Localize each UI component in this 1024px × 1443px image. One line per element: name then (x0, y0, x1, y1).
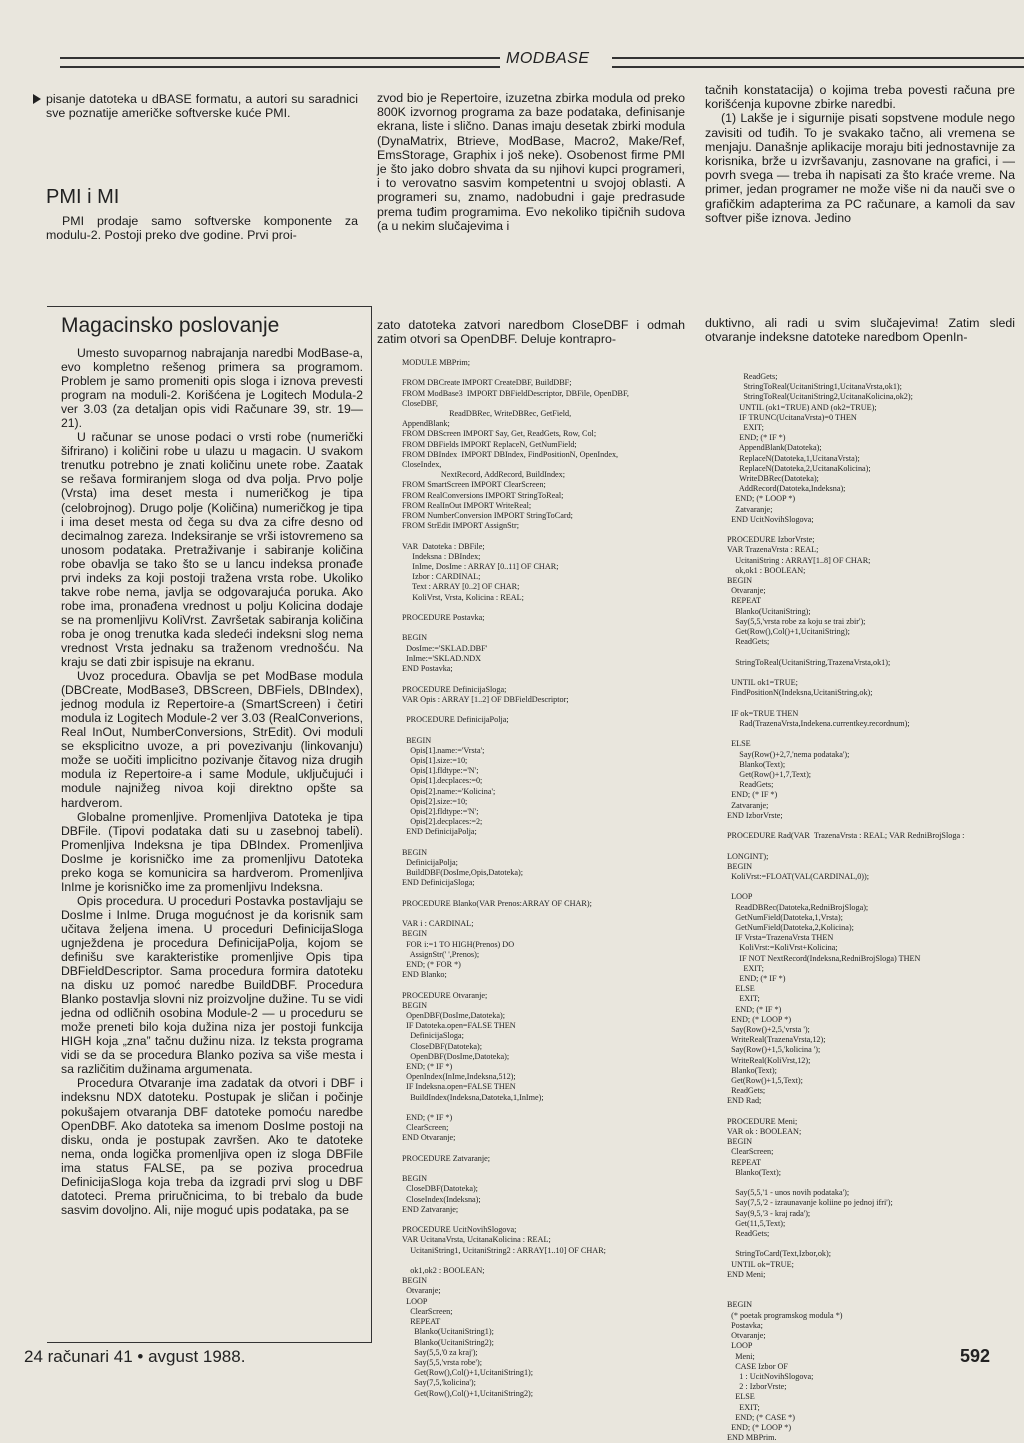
sidebar-paragraph: Umesto suvoparnog nabrajanja naredbi ModBase-a, evo kompletno rešenog primera sa programom. Problem je samo promeniti opis sloga i iznova prevesti program na moduli-2. Korišćena je Logitech Modula-2 ver 3.03 (za detaljan opis vidi Računare 39, str. 19—21). (61, 346, 363, 431)
section-title: MODBASE (506, 50, 590, 67)
continuation-arrow-icon (33, 94, 41, 104)
right-column-paragraph: duktivno, ali radi u svim slučajevima! Zatim sledi otvaranje indeksne datoteke naredbom OpenIn- (705, 316, 1015, 345)
mid-column-intro (377, 318, 685, 346)
section-header (20, 52, 1024, 72)
top-left-body (46, 214, 358, 242)
sidebar-title: Magacinsko poslovanje (61, 314, 280, 337)
sidebar-paragraph: Uvoz procedura. Obavlja se pet ModBase modula (DBCreate, ModBase3, DBScreen, DBFiels, DBIndex), jednog modula iz Repertoire-a (SmartScreen) i četiri modula iz Logitech Module-2 ver 3.03 (RealConverions, Real InOut, NumberConversions, StrEdit). Ovi moduli se eksplicitno uvoze, a pri povezivanju (linkovanju) može se uočiti implicitno pozivanje čitavog niza drugih modula iz Repertoire-a i same Module, uključujući i module najnižeg nivoa koji direktno opšte sa hardverom. (61, 669, 363, 810)
code-listing-right: ReadGets; StringToReal(UcitaniString1,UcitanaVrsta,ok1); StringToReal(UcitaniString2,UcitanaKolicina,ok2); UNTIL (ok1=TRUE) AND (ok2=TRUE); IF TRUNC(UcitanaVrsta)=0 THEN EXIT; END; (* IF *) AppendBlank(Datoteka); ReplaceN(Datoteka,1,UcitanaVrsta); ReplaceN(Datoteka,2,UcitanaKolicina); WriteDBRec(Datoteka); AddRecord(Datoteka,Indeksna); END; (* LOOP *) Zatvaranje; END UcitNovihSlogova; PROCEDURE IzborVrste; VAR TrazenaVrsta : REAL; UcitaniString : ARRAY[1..8] OF CHAR; ok,ok1 : BOOLEAN; BEGIN Otvaranje; REPEAT Blanko(UcitaniString); Say(5,5,'vrsta robe za koju se trai zbir'); Get(Row(),Col()+1,UcitaniString); ReadGets; StringToReal(UcitaniString,TrazenaVrsta,ok1); UNTIL ok1=TRUE; FindPositionN(Indeksna,UcitaniString,ok); IF ok=TRUE THEN Rad(TrazenaVrsta,Indekena.currentkey.recordnum); ELSE Say(Row()+2,7,'nema podataka'); Blanko(Text); Get(Row()+1,7,Text); ReadGets; END; (* IF *) Zatvaranje; END IzborVrste; PROCEDURE Rad(VAR TrazenaVrsta : REAL; VAR RedniBrojSloga : LONGINT); BEGIN KoliVrst:=FLOAT(VAL(CARDINAL,0)); LOOP ReadDBRec(Datoteka,RedniBrojSloga); GetNumField(Datoteka,1,Vrsta); GetNumField(Datoteka,2,Kolicina); IF Vrsta=TrazenaVrsta THEN KoliVrst:=KoliVrst+Kolicina; IF NOT NextRecord(Indeksna,RedniBrojSloga) THEN EXIT; END; (* IF *) ELSE EXIT; END; (* IF *) END; (* LOOP *) Say(Row()+2,5,'vrsta '); WriteReal(TrazenaVrsta,12); Say(Row()+1,5,'kolicina '); WriteReal(KoliVrst,12); Blanko(Text); Get(Row()+1,5,Text); ReadGets; END Rad; PROCEDURE Meni; VAR ok : BOOLEAN; BEGIN ClearScreen; REPEAT Blanko(Text); Say(5,5,'1 - unos novih podataka'); Say(7,5,'2 - izraunavanje koliine po jednoj ifri'); Say(9,5,'3 - kraj rada'); Get(11,5,Text); ReadGets; StringToCard(Text,Izbor,ok); UNTIL ok=TRUE; END Meni; BEGIN (* poetak programskog modula *) Postavka; Otvaranje; LOOP Meni; CASE Izbor OF 1 : UcitNovihSlogova; 2 : IzborVrste; ELSE EXIT; END; (* CASE *) END; (* LOOP *) END MBPrim. (727, 372, 965, 1443)
top-right-column (705, 83, 1015, 225)
sidebar-body (61, 346, 363, 1217)
subheading-pmi: PMI i MI (46, 186, 120, 208)
pmi-paragraph: PMI prodaje samo softverske komponente za modulu-2. Postoji preko dve godine. Prvi proi- (46, 214, 358, 243)
sidebar-paragraph: Globalne promenljive. Promenljiva Datoteka je tipa DBFile. (Tipovi podataka dati su u zasebnoj tabeli). Promenljiva Indeksna je tipa DBIndex. Promenljiva DosIme je korisničko ime za promenljivu Datoteka preko koga se komunicira sa hardverom. Promenljiva InIme je korisničko ime za promenljivu Indeksna. (61, 809, 363, 894)
sidebar-paragraph: Procedura Otvaranje ima zadatak da otvori i DBF i indeksnu NDX datoteku. Postupak je sličan i počinje pokušajem otvaranja DBF datoteke pomoću naredbe OpenDBF. Ako datoteka sa imenom DosIme postoji na disku, onda je postupak završen. Ako te datoteke nema, onda logička promenljiva open iz sloga DBFile ima status FALSE, pa se poziva procedrua DefinicijaSloga koja treba da izgradi prvi slog u DBF datoteci. Prema priručnicima, to bi trebalo da bude sasvim dovoljno. Ali, nije moguć upis podataka, pa se (61, 1076, 363, 1217)
right-paragraph-2: (1) Lakše je i sigurnije pisati sopstvene module nego zavisiti od tuđih. To je svakako tačno, ali vremena se menjaju. Današnje aplikacije moraju biti jednostavnije za korisnika, brže u izvršavanju, zasnovane na grafici, i — povrh svega — treba ih napisati za što kraće vreme. Na primer, jedan programer ne može više ni da nauči sve o grafičkim adapterima za PC računare, a kamoli da sav softver piše iznova. Jedino (705, 111, 1015, 225)
middle-paragraph: zvod bio je Repertoire, izuzetna zbirka modula od preko 800K izvornog programa za baze podataka, definisanje ekrana, liste i slično. Danas imaju desetak zbirki modula (DynaMatrix, Btrieve, ModBase, Macro2, Make/Ref, EmsStorage, Graphix i još neke). Osobenost firme PMI je što jako dobro shvata da su njihovi kupci programeri, i to verovatno sasvim kompetentni u svojoj oblasti. A programeri su, znamo, nadobudni i gaje predrasude prema tuđim programima. Evo nekoliko tipičnih sudova (a u nekim slučajevima i (377, 91, 685, 233)
sidebar-paragraph: Opis procedura. U proceduri Postavka postavljaju se DosIme i InIme. Druga mogućnost je da korisnik sam učitava željena imena. U proceduri DefinicijaSloga ugnježdena je procedura DefinicijaPolja, kojom se definišu sve karakteristike promenljive Opis tipa DBFieldDescriptor. Sama procedura formira datoteku na disku uz pomoć naredbe BuildDBF. Procedura Blanko postavlja slovni niz proizvoljne dužine. Tu se vidi jedna od odličnih osobina Module-2 — u proceduru se može preneti bilo koja dužina niza jer postoji funkcija HIGH koja „zna” tačnu dužinu niza. Iz teksta programa vidi se da se procedura Blanko poziva sa više mesta i sa različitim dužinama argumenata. (61, 893, 363, 1077)
code-listing-left: MODULE MBPrim; FROM DBCreate IMPORT CreateDBF, BuildDBF; FROM ModBase3 IMPORT DBFieldDescriptor, DBFile, OpenDBF, CloseDBF, ReadDBRec, WriteDBRec, GetField, AppendBlank; FROM DBScreen IMPORT Say, Get, ReadGets, Row, Col; FROM DBFields IMPORT ReplaceN, GetNumField; FROM DBIndex IMPORT DBIndex, FindPositionN, OpenIndex, CloseIndex, NextRecord, AddRecord, BuildIndex; FROM SmartScreen IMPORT ClearScreen; FROM RealConversions IMPORT StringToReal; FROM RealInOut IMPORT WriteReal; FROM NumberConversion IMPORT StringToCard; FROM StrEdit IMPORT AssignStr; VAR Datoteka : DBFile; Indeksna : DBIndex; InIme, DosIme : ARRAY [0..11] OF CHAR; Izbor : CARDINAL; Text : ARRAY [0..2] OF CHAR; KoliVrst, Vrsta, Kolicina : REAL; PROCEDURE Postavka; BEGIN DosIme:='SKLAD.DBF' InIme:='SKLAD.NDX END Postavka; PROCEDURE DefinicijaSloga; VAR Opis : ARRAY [1..2] OF DBFieldDescriptor; PROCEDURE DefinicijaPolja; BEGIN Opis[1].name:='Vrsta'; Opis[1].size:=10; Opis[1].fldtype:='N'; Opis[1].decplaces:=0; Opis[2].name:='Kolicina'; Opis[2].size:=10; Opis[2].fldtype:='N'; Opis[2].decplaces:=2; END DefinicijaPolja; BEGIN DefinicijaPolja; BuildDBF(DosIme,Opis,Datoteka); END DefinicijaSloga; PROCEDURE Blanko(VAR Prenos:ARRAY OF CHAR); VAR i : CARDINAL; BEGIN FOR i:=1 TO HIGH(Prenos) DO AssignStr(' ',Prenos); END; (* FOR *) END Blanko; PROCEDURE Otvaranje; BEGIN OpenDBF(DosIme,Datoteka); IF Datoteka.open=FALSE THEN DefinicijaSloga; CloseDBF(Datoteka); OpenDBF(DosIme,Datoteka); END; (* IF *) OpenIndex(InIme,Indeksna,512); IF Indeksna.open=FALSE THEN BuildIndex(Indeksna,Datoteka,1,InIme); END; (* IF *) ClearScreen; END Otvaranje; PROCEDURE Zatvaranje; BEGIN CloseDBF(Datoteka); CloseIndex(Indeksna); END Zatvaranje; PROCEDURE UcitNovihSlogova; VAR UcitanaVrsta, UcitanaKolicina : REAL; UcitaniString1, UcitaniString2 : ARRAY[1..10] OF CHAR; ok1,ok2 : BOOLEAN; BEGIN Otvaranje; LOOP ClearScreen; REPEAT Blanko(UcitaniString1); Blanko(UcitaniString2); Say(5,5,'0 za kraj'); Say(5,5,'vrsta robe'); Get(Row(),Col()+1,UcitaniString1); Say(7,5,'kolicina'); Get(Row(),Col()+1,UcitaniString2); (402, 358, 629, 1398)
header-rule-left (60, 57, 500, 68)
top-left-intro (46, 92, 358, 120)
page-number: 592 (960, 1346, 991, 1366)
page-footer: 24 računari 41 • avgust 1988. (24, 1347, 246, 1366)
right-column-intro (705, 316, 1015, 344)
intro-paragraph: pisanje datoteka u dBASE formatu, a autori su saradnici sve poznatije američke softverske kuće PMI. (46, 92, 358, 121)
top-middle-column (377, 91, 685, 233)
mid-paragraph: zato datoteka zatvori naredbom CloseDBF i odmah zatim otvori sa OpenDBF. Deluje kontrapro- (377, 318, 685, 347)
right-paragraph-1: tačnih konstatacija) o kojima treba povesti računa pre korišćenja kupovne zbirke naredbi. (705, 83, 1015, 112)
sidebar-paragraph: U računar se unose podaci o vrsti robe (numerički šifrirano) i količini robe u ulazu u magacin. U svakom trenutku potrebno je znati količinu unete robe. Zaatak se rešava formiranjem sloga od dva polja. Prvo polje (Vrsta) ima deset mesta i numeričkog je tipa (celobrojnog). Drugo polje (Količina) numeričkog je tipa i ima deset mesta od čega su dva za cifre desno od decimalnog zareza. Indeksiranje se vrši istovremeno sa unosom podataka. Pretraživanje i sabiranje količina robe obavlja se tako što se u lancu indeksa pronađe prvi indeks za koji postoji tražena vrsta robe. Ukoliko takve robe nema, javlja se odgovarajuća poruka. Ako robe ima, pronađena vrednost u polju Kolicina dodaje se na promenljivu KoliVrst. Završetak sabiranja količina roba je onog trenutka kada sledeći indeksni slog nema vrednost Vrsta jednaku sa traženom vrednošću. Na kraju se dati zbir ispisuje na ekranu. (61, 430, 363, 670)
header-rule-right (612, 57, 1024, 68)
